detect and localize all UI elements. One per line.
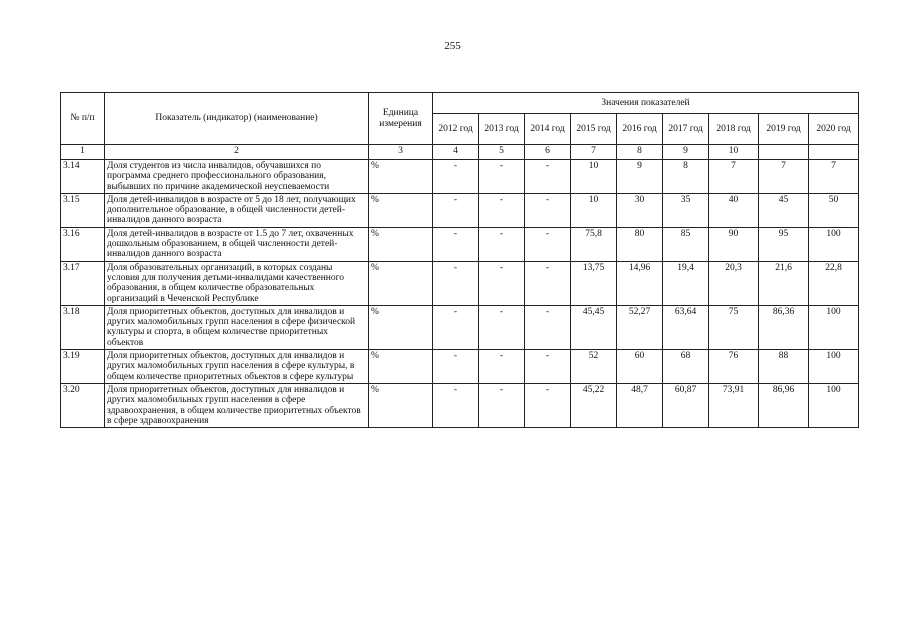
indicator-name: Доля студентов из числа инвалидов, обучавшихся по программа среднего профессионального образования, выбывших по причине академической неуспеваемости <box>105 160 369 194</box>
value-cell: 75 <box>709 305 759 349</box>
value-cell: - <box>479 383 525 427</box>
value-cell: - <box>525 383 571 427</box>
row-number: 3.19 <box>61 350 105 384</box>
value-cell: 73,91 <box>709 383 759 427</box>
value-cell: 90 <box>709 227 759 261</box>
table-row <box>61 160 859 194</box>
value-cell: - <box>525 193 571 227</box>
header-year: 2012 год <box>433 114 479 145</box>
row-number: 3.14 <box>61 160 105 194</box>
value-cell: - <box>479 227 525 261</box>
table-row <box>61 227 859 261</box>
value-cell: 76 <box>709 350 759 384</box>
value-cell: 19,4 <box>663 261 709 305</box>
indicator-name: Доля приоритетных объектов, доступных для инвалидов и других маломобильных групп населения в сфере физической культуры и спорта, в общем количестве приоритетных объектов <box>105 305 369 349</box>
value-cell: 100 <box>809 305 859 349</box>
value-cell: 20,3 <box>709 261 759 305</box>
unit-cell: % <box>369 160 433 194</box>
header-year: 2013 год <box>479 114 525 145</box>
value-cell: 13,75 <box>571 261 617 305</box>
value-cell: 21,6 <box>759 261 809 305</box>
table-body <box>61 145 859 428</box>
value-cell: - <box>433 261 479 305</box>
indicator-name: Доля детей-инвалидов в возрасте от 1.5 до 7 лет, охваченных дошкольным образованием, в общей численности детей-инвалидов данного возраста <box>105 227 369 261</box>
value-cell: 35 <box>663 193 709 227</box>
value-cell: - <box>433 383 479 427</box>
value-cell: 100 <box>809 350 859 384</box>
value-cell: - <box>525 261 571 305</box>
header-year: 2016 год <box>617 114 663 145</box>
value-cell: 7 <box>759 160 809 194</box>
header-unit: Единица измерения <box>369 93 433 145</box>
value-cell: 10 <box>571 160 617 194</box>
value-cell: 10 <box>571 193 617 227</box>
value-cell: 45,22 <box>571 383 617 427</box>
value-cell: 60 <box>617 350 663 384</box>
column-number-cell <box>809 145 859 160</box>
column-number-cell: 4 <box>433 145 479 160</box>
column-number-cell: 2 <box>105 145 369 160</box>
value-cell: 40 <box>709 193 759 227</box>
unit-cell: % <box>369 261 433 305</box>
value-cell: - <box>479 305 525 349</box>
table-row <box>61 383 859 427</box>
value-cell: 68 <box>663 350 709 384</box>
unit-cell: % <box>369 227 433 261</box>
value-cell: 8 <box>663 160 709 194</box>
indicator-name: Доля приоритетных объектов, доступных для инвалидов и других маломобильных групп населения в сфере культуры, в общем количестве приоритетных объектов в сфере культуры <box>105 350 369 384</box>
table-row <box>61 193 859 227</box>
value-cell: 7 <box>809 160 859 194</box>
column-number-cell: 8 <box>617 145 663 160</box>
row-number: 3.15 <box>61 193 105 227</box>
value-cell: 52,27 <box>617 305 663 349</box>
header-year: 2018 год <box>709 114 759 145</box>
unit-cell: % <box>369 305 433 349</box>
header-year: 2020 год <box>809 114 859 145</box>
value-cell: 100 <box>809 383 859 427</box>
value-cell: 100 <box>809 227 859 261</box>
value-cell: 60,87 <box>663 383 709 427</box>
column-number-cell: 5 <box>479 145 525 160</box>
value-cell: 45,45 <box>571 305 617 349</box>
value-cell: - <box>525 160 571 194</box>
header-year: 2015 год <box>571 114 617 145</box>
value-cell: 7 <box>709 160 759 194</box>
value-cell: - <box>479 193 525 227</box>
value-cell: - <box>525 350 571 384</box>
header-year: 2019 год <box>759 114 809 145</box>
column-number-row <box>61 145 859 160</box>
column-number-cell: 3 <box>369 145 433 160</box>
column-number-cell: 7 <box>571 145 617 160</box>
indicators-table <box>60 92 859 428</box>
value-cell: 9 <box>617 160 663 194</box>
value-cell: 45 <box>759 193 809 227</box>
table-header <box>61 93 859 145</box>
indicator-name: Доля детей-инвалидов в возрасте от 5 до 18 лет, получающих дополнительное образование, в общей численности детей-инвалидов данного возраста <box>105 193 369 227</box>
value-cell: 14,96 <box>617 261 663 305</box>
header-indicator-name: Показатель (индикатор) (наименование) <box>105 93 369 145</box>
value-cell: - <box>433 350 479 384</box>
value-cell: - <box>479 261 525 305</box>
value-cell: - <box>479 160 525 194</box>
value-cell: 50 <box>809 193 859 227</box>
value-cell: - <box>525 227 571 261</box>
row-number: 3.20 <box>61 383 105 427</box>
unit-cell: % <box>369 350 433 384</box>
table-row <box>61 305 859 349</box>
value-cell: 63,64 <box>663 305 709 349</box>
value-cell: - <box>433 160 479 194</box>
column-number-cell: 9 <box>663 145 709 160</box>
unit-cell: % <box>369 383 433 427</box>
value-cell: 80 <box>617 227 663 261</box>
value-cell: - <box>433 193 479 227</box>
table-row <box>61 350 859 384</box>
table-row <box>61 261 859 305</box>
header-values-group: Значения показателей <box>433 93 859 114</box>
value-cell: 88 <box>759 350 809 384</box>
column-number-cell: 6 <box>525 145 571 160</box>
value-cell: - <box>525 305 571 349</box>
value-cell: 22,8 <box>809 261 859 305</box>
indicator-name: Доля приоритетных объектов, доступных для инвалидов и других маломобильных групп населения в сфере здравоохранения, в общем количестве приоритетных объектов в сфере здравоохранения <box>105 383 369 427</box>
value-cell: - <box>479 350 525 384</box>
value-cell: 48,7 <box>617 383 663 427</box>
header-year: 2014 год <box>525 114 571 145</box>
column-number-cell: 1 <box>61 145 105 160</box>
value-cell: - <box>433 227 479 261</box>
value-cell: 86,96 <box>759 383 809 427</box>
value-cell: 85 <box>663 227 709 261</box>
value-cell: 30 <box>617 193 663 227</box>
unit-cell: % <box>369 193 433 227</box>
row-number: 3.16 <box>61 227 105 261</box>
row-number: 3.18 <box>61 305 105 349</box>
value-cell: 75,8 <box>571 227 617 261</box>
value-cell: - <box>433 305 479 349</box>
value-cell: 52 <box>571 350 617 384</box>
header-year: 2017 год <box>663 114 709 145</box>
value-cell: 95 <box>759 227 809 261</box>
column-number-cell <box>759 145 809 160</box>
row-number: 3.17 <box>61 261 105 305</box>
column-number-cell: 10 <box>709 145 759 160</box>
indicator-name: Доля образовательных организаций, в которых созданы условия для получения детьми-инвалидами качественного образования, в общем количестве образовательных организаций в Чеченской Республике <box>105 261 369 305</box>
page-number: 255 <box>444 40 461 52</box>
value-cell: 86,36 <box>759 305 809 349</box>
header-number: № п/п <box>61 93 105 145</box>
